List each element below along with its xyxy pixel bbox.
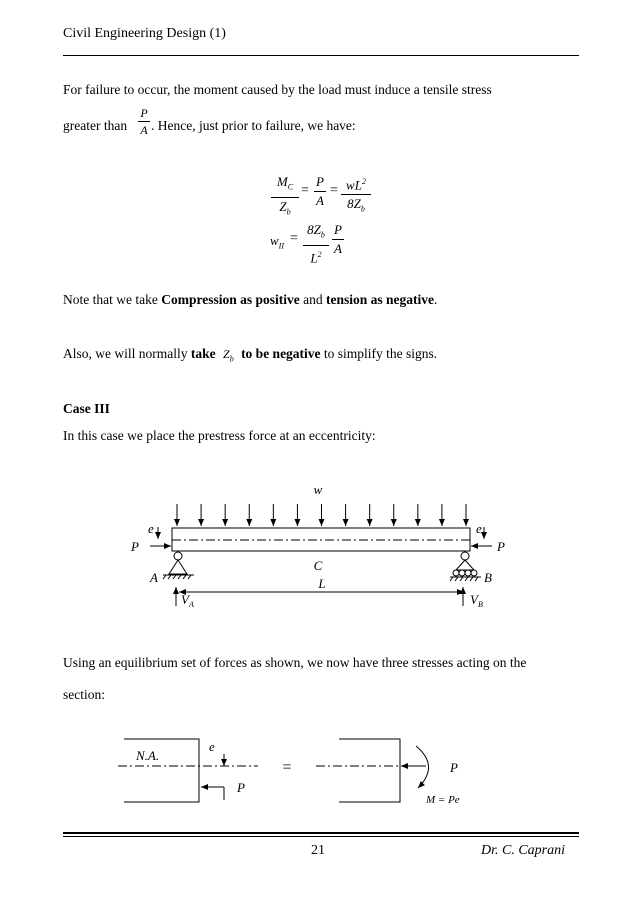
header-title: Civil Engineering Design (1) xyxy=(63,26,226,41)
midspan-c-label: C xyxy=(313,558,323,573)
paragraph-line: For failure to occur, the moment caused by the load must induce a tensile stress xyxy=(63,82,492,97)
paragraph-line: section: xyxy=(63,687,105,702)
span-l-label: L xyxy=(318,576,326,591)
case-description: In this case we place the prestress force at an eccentricity: xyxy=(63,428,376,443)
moment-arc-arrow xyxy=(416,746,429,788)
document-page: Civil Engineering Design (1) For failure to occur, the moment caused by the load must induce a tensile stress greater than P A . Hence, just prior to failure, we have: $M_C$ $Z_b$ = P A = $wL^2$ $8Z_b$ $w_{II}$ = $8Z_b$ $L^2$ P A Note that we take Compression as positive and tension as negative. Also, we will normally take $Z_b$ to be negative to simplify the signs. Case III In this case we place the prestress force at an eccentricity: w P P e e A B C L $V_A$ $V_B$ Using an equilibrium set of forces as shown, we now have three stresses acting on the section: N.A. e P = P M = Pe 21 Dr. C. Caprani xyxy=(0,0,638,903)
paragraph-line: Using an equilibrium set of forces as shown, we now have three stresses acting on the xyxy=(63,655,527,670)
reaction-vb-label: $V_B$ xyxy=(470,592,483,609)
support-b-label: B xyxy=(484,570,492,585)
footer-rule-thin xyxy=(63,836,579,837)
reaction-va-label: $V_A$ xyxy=(181,592,194,609)
footer-rule-thick xyxy=(63,832,579,834)
inline-fraction-p-over-a: P A xyxy=(138,106,150,137)
zb-sign-note: Also, we will normally take $Z_b$ to be negative to simplify the signs. xyxy=(63,346,438,364)
support-a-label: A xyxy=(150,570,158,585)
sign-convention-note: Note that we take Compression as positive and tension as negative. xyxy=(63,292,438,307)
right-section-outline xyxy=(339,739,400,802)
case-heading: Case III xyxy=(63,401,110,416)
section-prestress-label-right: P xyxy=(450,760,458,775)
page-number: 21 xyxy=(311,843,325,858)
paragraph-line-prefix: greater than xyxy=(63,118,128,133)
equals-sign: = xyxy=(282,759,292,776)
footer-author: Dr. C. Caprani xyxy=(481,843,566,858)
eccentricity-label-right: e xyxy=(476,521,482,536)
eccentricity-label-left: e xyxy=(148,521,154,536)
prestress-label-left: P xyxy=(131,539,139,554)
load-w-label: w xyxy=(313,482,323,497)
section-prestress-label-left: P xyxy=(237,780,245,795)
neutral-axis-label: N.A. xyxy=(136,748,160,763)
moment-label: M = Pe xyxy=(426,794,460,806)
paragraph-line-suffix: . Hence, just prior to failure, we have: xyxy=(151,118,356,133)
prestress-label-right: P xyxy=(497,539,505,554)
section-eccentricity-label: e xyxy=(209,739,215,754)
